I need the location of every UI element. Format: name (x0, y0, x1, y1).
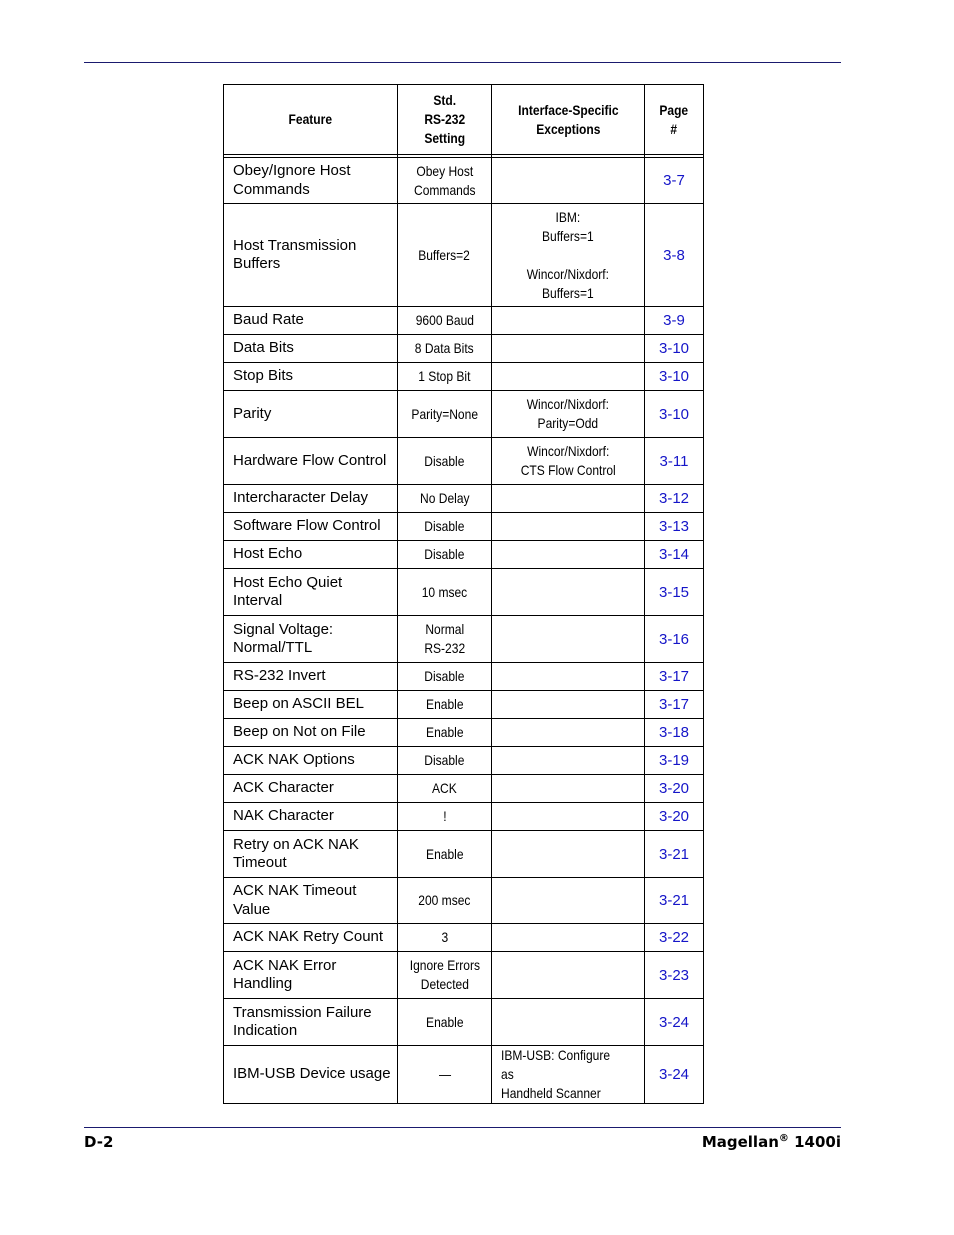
page-link[interactable]: 3-12 (645, 485, 704, 513)
page-link[interactable]: 3-15 (645, 569, 704, 616)
footer-rule (84, 1127, 841, 1128)
setting-text: Enable (425, 845, 464, 862)
setting-text: Normal RS-232 (424, 621, 465, 656)
feature-cell: Retry on ACK NAK Timeout (224, 831, 398, 878)
setting-text: Ignore Errors Detected (409, 957, 480, 992)
page-link[interactable]: 3-18 (645, 719, 704, 747)
table-row (224, 363, 704, 391)
setting-cell (398, 775, 492, 803)
feature-cell: Parity (224, 391, 398, 438)
product-label: Magellan (701, 1133, 779, 1151)
setting-cell (398, 569, 492, 616)
page-link[interactable]: 3-24 (645, 1046, 704, 1104)
table-row (224, 878, 704, 924)
table-row (224, 335, 704, 363)
exceptions-cell (492, 747, 645, 775)
page-link[interactable]: 3-19 (645, 747, 704, 775)
setting-text: Enable (425, 1013, 464, 1030)
setting-text: 8 Data Bits (415, 340, 474, 356)
table-row (224, 204, 704, 307)
feature-table (223, 84, 704, 1104)
table-row (224, 513, 704, 541)
setting-cell (398, 616, 492, 663)
registered-mark: ® (778, 1133, 789, 1144)
setting-cell (398, 691, 492, 719)
exceptions-cell (492, 663, 645, 691)
exceptions-cell (492, 878, 645, 924)
setting-cell (398, 158, 492, 204)
setting-text: Buffers=2 (418, 246, 471, 263)
feature-cell: IBM-USB Device usage (224, 1046, 398, 1104)
table-row (224, 391, 704, 438)
exceptions-cell (492, 363, 645, 391)
table-row (224, 307, 704, 335)
page-link[interactable]: 3-10 (645, 335, 704, 363)
setting-text: ACK (432, 780, 457, 796)
page-link[interactable]: 3-20 (645, 775, 704, 803)
setting-text: ! (442, 808, 447, 824)
page-link[interactable]: 3-22 (645, 924, 704, 952)
setting-text: No Delay (419, 490, 470, 506)
setting-cell (398, 924, 492, 952)
exceptions-cell (492, 831, 645, 878)
page-link[interactable]: 3-10 (645, 363, 704, 391)
setting-cell (398, 831, 492, 878)
exceptions-cell (492, 952, 645, 999)
setting-text: Enable (425, 696, 464, 712)
exceptions-cell (492, 775, 645, 803)
feature-cell: ACK Character (224, 775, 398, 803)
exceptions-cell (492, 719, 645, 747)
table-row (224, 569, 704, 616)
exceptions-text: IBM: Buffers=1 Wincor/Nixdorf: Buffers=1 (526, 208, 610, 301)
page-link[interactable]: 3-23 (645, 952, 704, 999)
page-link[interactable]: 3-10 (645, 391, 704, 438)
header-feature: Feature (224, 85, 398, 155)
setting-cell (398, 999, 492, 1046)
setting-cell (398, 391, 492, 438)
page-link[interactable]: 3-13 (645, 513, 704, 541)
page-number: D-2 (84, 1133, 114, 1151)
setting-text: Parity=None (411, 405, 478, 422)
setting-cell (398, 878, 492, 924)
feature-cell: Host Echo (224, 541, 398, 569)
feature-cell: ACK NAK Timeout Value (224, 878, 398, 924)
setting-cell (398, 335, 492, 363)
exceptions-cell (492, 158, 645, 204)
header-exceptions: Interface-Specific Exceptions (492, 85, 645, 155)
exceptions-cell (492, 691, 645, 719)
setting-cell (398, 663, 492, 691)
setting-text: 1 Stop Bit (418, 368, 471, 384)
table-row (224, 438, 704, 485)
feature-cell: Obey/Ignore Host Commands (224, 158, 398, 204)
setting-cell (398, 541, 492, 569)
table-row (224, 616, 704, 663)
feature-cell: Signal Voltage: Normal/TTL (224, 616, 398, 663)
exceptions-text: Wincor/Nixdorf: Parity=Odd (526, 396, 610, 431)
model-label: 1400i (788, 1133, 841, 1151)
page-link[interactable]: 3-24 (645, 999, 704, 1046)
table-row (224, 924, 704, 952)
exceptions-cell (492, 803, 645, 831)
feature-cell: Host Echo Quiet Interval (224, 569, 398, 616)
page-link[interactable]: 3-21 (645, 878, 704, 924)
setting-cell (398, 719, 492, 747)
exceptions-cell (492, 616, 645, 663)
setting-text: Disable (424, 518, 465, 534)
setting-cell (398, 307, 492, 335)
feature-cell: Beep on ASCII BEL (224, 691, 398, 719)
table-row (224, 691, 704, 719)
setting-text: Disable (424, 668, 465, 684)
page-link[interactable]: 3-9 (645, 307, 704, 335)
exceptions-cell (492, 485, 645, 513)
setting-text: Enable (425, 724, 464, 740)
exceptions-cell (492, 438, 645, 485)
feature-cell: Data Bits (224, 335, 398, 363)
table-row (224, 541, 704, 569)
feature-cell: NAK Character (224, 803, 398, 831)
feature-cell: Beep on Not on File (224, 719, 398, 747)
table-header-row (224, 85, 704, 155)
page-link[interactable]: 3-20 (645, 803, 704, 831)
setting-text: 10 msec (421, 583, 468, 600)
setting-text: — (438, 1066, 451, 1082)
table-row (224, 485, 704, 513)
exceptions-cell (492, 999, 645, 1046)
setting-cell (398, 1046, 492, 1104)
exceptions-cell (492, 513, 645, 541)
feature-cell: Host Transmission Buffers (224, 204, 398, 307)
page-link[interactable]: 3-8 (645, 204, 704, 307)
table-row (224, 831, 704, 878)
exceptions-cell (492, 391, 645, 438)
page-link[interactable]: 3-16 (645, 616, 704, 663)
feature-cell: Stop Bits (224, 363, 398, 391)
exceptions-cell (492, 924, 645, 952)
page-link[interactable]: 3-7 (645, 158, 704, 204)
setting-cell (398, 363, 492, 391)
table-row (224, 158, 704, 204)
exceptions-cell (492, 307, 645, 335)
exceptions-cell (492, 335, 645, 363)
table-body (224, 155, 704, 1104)
setting-cell (398, 513, 492, 541)
setting-text: 200 msec (418, 892, 471, 908)
table-row (224, 952, 704, 999)
feature-cell: Hardware Flow Control (224, 438, 398, 485)
exceptions-cell (492, 1046, 645, 1104)
product-name (702, 1133, 841, 1151)
exceptions-text: IBM-USB: Configure as Handheld Scanner (501, 1047, 611, 1101)
table-row (224, 775, 704, 803)
header-page: Page # (645, 85, 704, 155)
feature-cell: Transmission Failure Indication (224, 999, 398, 1046)
setting-cell (398, 204, 492, 307)
page-link[interactable]: 3-14 (645, 541, 704, 569)
setting-cell (398, 747, 492, 775)
setting-text: Obey Host Commands (413, 162, 476, 198)
feature-cell: RS-232 Invert (224, 663, 398, 691)
table-row (224, 747, 704, 775)
table-row (224, 663, 704, 691)
exceptions-cell (492, 541, 645, 569)
table-row (224, 803, 704, 831)
setting-cell (398, 803, 492, 831)
setting-cell (398, 485, 492, 513)
feature-cell: ACK NAK Options (224, 747, 398, 775)
feature-cell: Software Flow Control (224, 513, 398, 541)
page-link[interactable]: 3-17 (645, 663, 704, 691)
table-row (224, 719, 704, 747)
feature-cell: Baud Rate (224, 307, 398, 335)
exceptions-cell (492, 204, 645, 307)
exceptions-text: Wincor/Nixdorf: CTS Flow Control (520, 443, 616, 478)
page-link[interactable]: 3-21 (645, 831, 704, 878)
header-rule (84, 62, 841, 63)
setting-cell (398, 438, 492, 485)
setting-text: Disable (424, 546, 465, 562)
feature-cell: Intercharacter Delay (224, 485, 398, 513)
setting-text: Disable (424, 752, 465, 768)
setting-cell (398, 952, 492, 999)
setting-text: Disable (424, 452, 465, 469)
setting-text: 3 (441, 929, 448, 945)
page-link[interactable]: 3-11 (645, 438, 704, 485)
table-row (224, 999, 704, 1046)
feature-cell: ACK NAK Error Handling (224, 952, 398, 999)
setting-text: 9600 Baud (415, 312, 474, 328)
feature-cell: ACK NAK Retry Count (224, 924, 398, 952)
exceptions-cell (492, 569, 645, 616)
page-link[interactable]: 3-17 (645, 691, 704, 719)
table-row (224, 1046, 704, 1104)
header-setting: Std. RS-232 Setting (398, 85, 492, 155)
